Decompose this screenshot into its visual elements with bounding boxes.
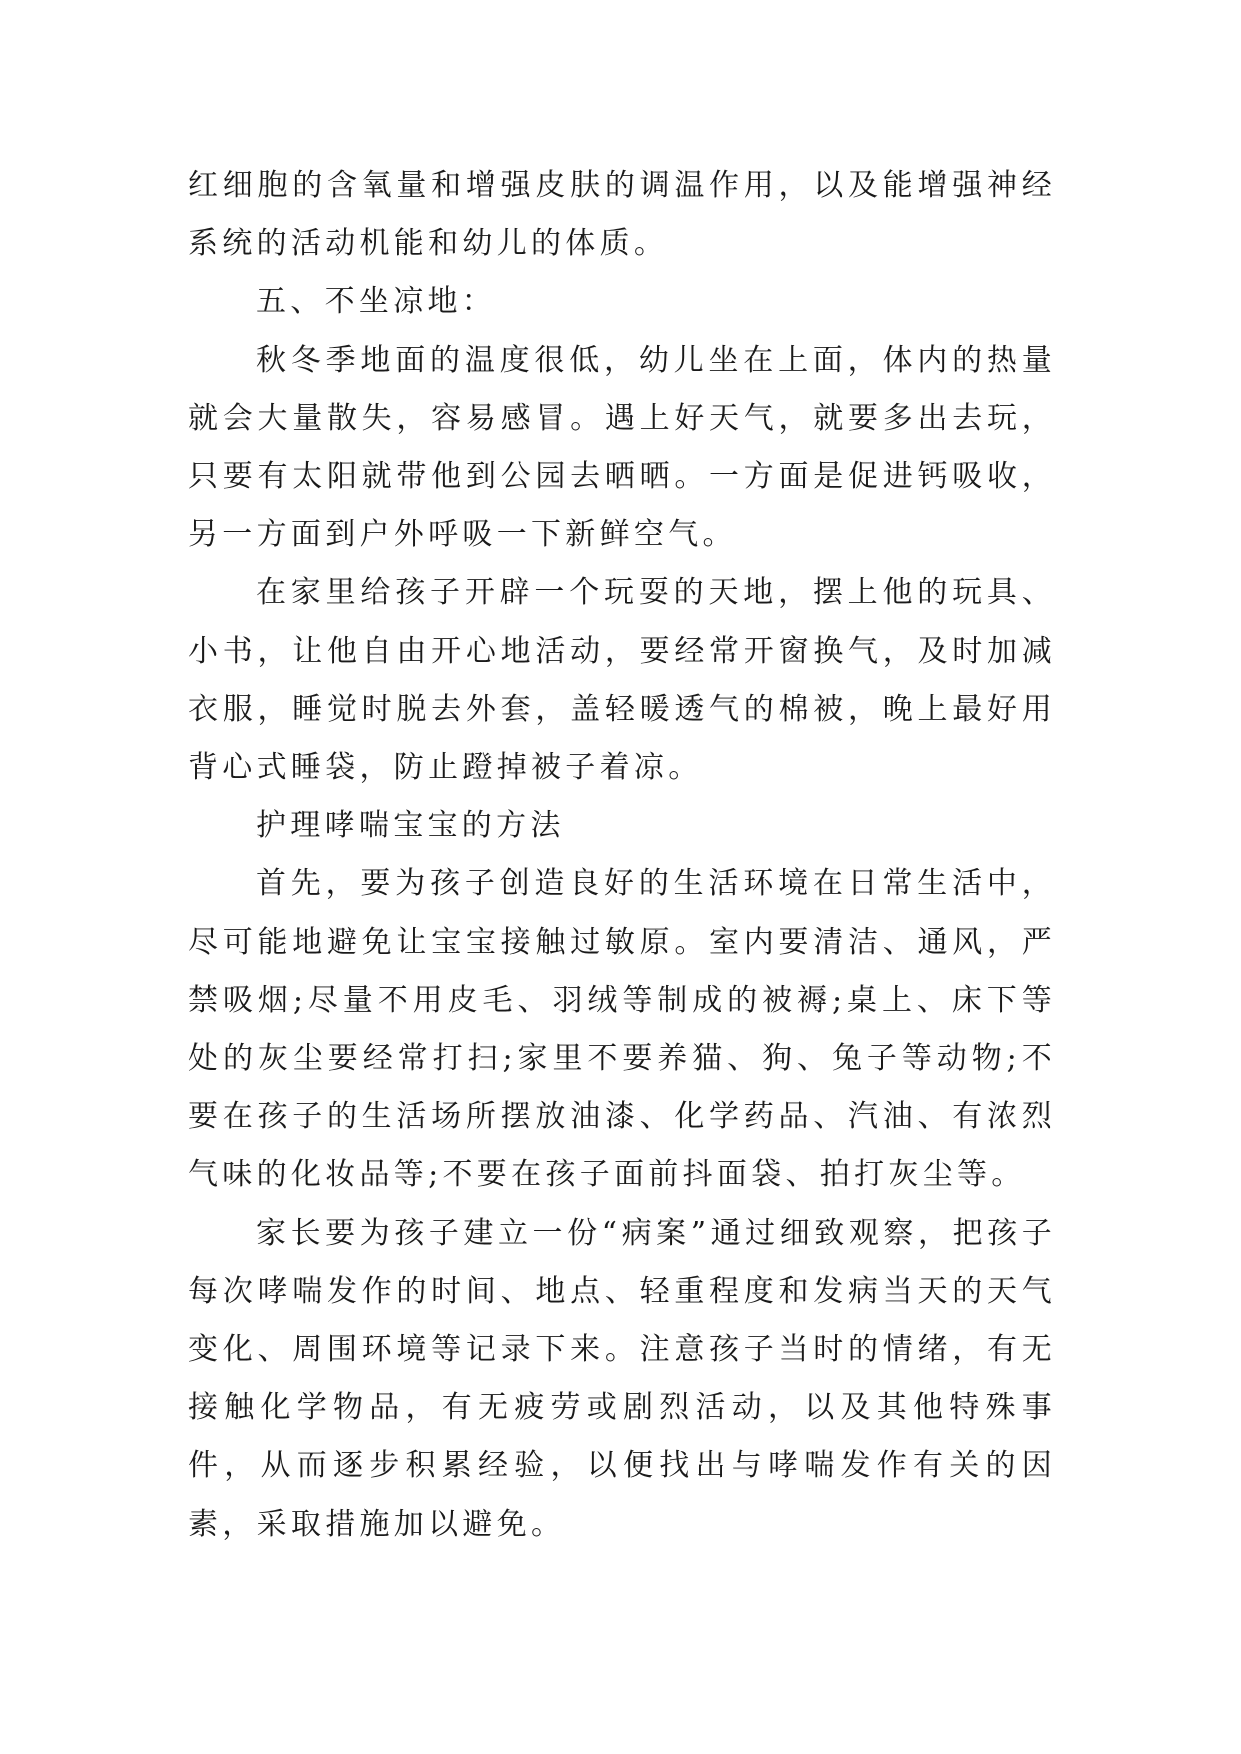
paragraph-continuation: 红细胞的含氧量和增强皮肤的调温作用，以及能增强神经系统的活动机能和幼儿的体质。 [188,168,1056,262]
section-heading-no-cold-ground: 五、不坐凉地： [256,284,497,320]
paragraph-case-record: 家长要为孩子建立一份“病案”通过细致观察，把孩子每次哮喘发作的时间、地点、轻重程度和发病当天的天气变化、周围环境等记录下来。注意孩子当时的情绪，有无接触化学物品，有无疲劳或剧烈活动，以及其他特殊事件，从而逐步积累经验，以便找出与哮喘发作有关的因素，采取措施加以避免。 [188,1215,1056,1542]
paragraph-cold-ground: 秋冬季地面的温度很低，幼儿坐在上面，体内的热量就会大量散失，容易感冒。遇上好天气，就要多出去玩，只要有太阳就带他到公园去晒晒。一方面是促进钙吸收，另一方面到户外呼吸一下新鲜空气。 [188,342,1056,553]
section-heading-asthma-care: 护理哮喘宝宝的方法 [256,808,565,844]
paragraph-environment: 首先，要为孩子创造良好的生活环境在日常生活中，尽可能地避免让宝宝接触过敏原。室内要清洁、通风，严禁吸烟;尽量不用皮毛、羽绒等制成的被褥;桌上、床下等处的灰尘要经常打扫;家里不要养猫、狗、兔子等动物;不要在孩子的生活场所摆放油漆、化学药品、汽油、有浓烈气味的化妆品等;不要在孩子面前抖面袋、拍打灰尘等。 [188,866,1056,1193]
paragraph-play-space: 在家里给孩子开辟一个玩耍的天地，摆上他的玩具、小书，让他自由开心地活动，要经常开窗换气，及时加减衣服，睡觉时脱去外套，盖轻暖透气的棉被，晚上最好用背心式睡袋，防止蹬掉被子着凉。 [188,575,1056,786]
document-body [188,157,1056,1554]
